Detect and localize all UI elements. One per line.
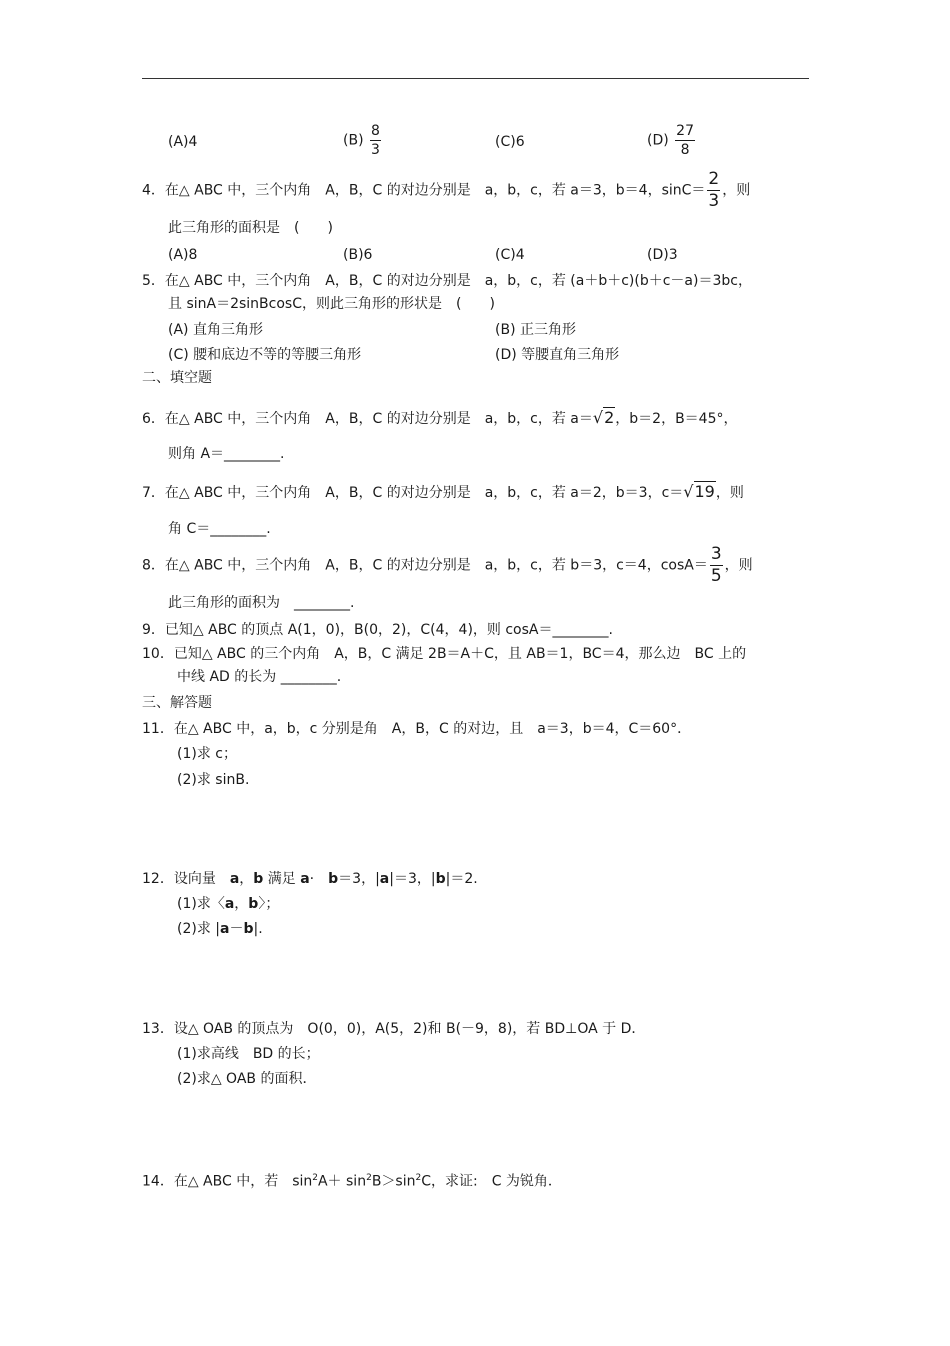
q3-option-c: (C)6 — [495, 134, 525, 150]
q4-fraction: $\frac{2}{3}$ — [708, 169, 720, 211]
q11-part1: (1)求 c； — [177, 746, 237, 762]
q4-option-a: (A)8 — [168, 247, 198, 263]
q13-part2: (2)求△ OAB 的面积． — [177, 1071, 317, 1087]
q6-sqrt: √2 — [592, 408, 615, 427]
q7-line2: 角 C＝________. — [168, 521, 271, 537]
q5-option-c: (C) 腰和底边不等的等腰三角形 — [168, 347, 362, 363]
q4-option-b: (B)6 — [343, 247, 373, 263]
q3-option-b-fraction: $\frac{8}{3}$ — [370, 123, 380, 158]
q3-option-a: (A)4 — [168, 134, 198, 150]
q3-option-d-label: (D) — [647, 132, 669, 149]
q4-line1: 4．在△ ABC 中，三个内角 A，B，C 的对边分别是 a，b，c，若 a＝3，b＝4，sinC＝ $\frac{2}{3}$ ，则 — [142, 169, 751, 211]
q3-option-b-label: (B) — [343, 132, 364, 149]
q10-line1: 10．已知△ ABC 的三个内角 A，B，C 满足 2B＝A＋C，且 AB＝1，BC＝4，那么边 BC 上的 — [142, 646, 747, 662]
q6-line1: 6．在△ ABC 中，三个内角 A，B，C 的对边分别是 a，b，c，若 a＝√2，b＝2，B＝45°， — [142, 408, 738, 427]
q5-option-b: (B) 正三角形 — [495, 322, 576, 338]
q12-part1: (1)求〈a，b〉； — [177, 896, 280, 912]
q12-line1: 12．设向量 a，b 满足 a· b＝3，|a|＝3，|b|＝2. — [142, 871, 478, 887]
q8-line2: 此三角形的面积为 ________. — [168, 595, 355, 611]
q11-part2: (2)求 sinB. — [177, 772, 250, 788]
q13-part1: (1)求高线 BD 的长； — [177, 1046, 320, 1062]
q11-line1: 11．在△ ABC 中，a，b，c 分别是角 A，B，C 的对边，且 a＝3，b＝4，C＝60°． — [142, 721, 692, 737]
q13-line1: 13．设△ OAB 的顶点为 O(0，0)，A(5，2)和 B(－9，8)，若 BD⊥OA 于 D． — [142, 1021, 646, 1037]
section-fill-in-heading: 二、填空题 — [142, 370, 212, 386]
q3-option-b — [343, 124, 383, 157]
q14-line: 14．在△ ABC 中，若 $\sin^2A+ \sin^2B>\sin^2C$，求证: C 为锐角． — [142, 1173, 562, 1190]
q5-line1: 5．在△ ABC 中，三个内角 A，B，C 的对边分别是 a，b，c，若 (a＋b＋c)(b＋c－a)＝3bc， — [142, 273, 752, 289]
q3-option-d-fraction: $\frac{27}{8}$ — [676, 123, 694, 158]
q5-option-a: (A) 直角三角形 — [168, 322, 263, 338]
section-solution-heading: 三、解答题 — [142, 695, 212, 711]
q4-option-d: (D)3 — [647, 247, 678, 263]
q8-line1: 8．在△ ABC 中，三个内角 A，B，C 的对边分别是 a，b，c，若 b＝3，c＝4，cosA＝ $\frac{3}{5}$ ，则 — [142, 544, 753, 586]
q4-option-c: (C)4 — [495, 247, 525, 263]
q5-line2: 且 sinA＝2sinBcosC，则此三角形的形状是 ( ) — [168, 296, 495, 312]
q10-line2: 中线 AD 的长为 ________. — [177, 669, 342, 685]
q9-line: 9．已知△ ABC 的顶点 A(1，0)，B(0，2)，C(4，4)，则 cosA＝________. — [142, 622, 613, 638]
q12-part2: (2)求 |a－b|. — [177, 921, 263, 937]
q7-line1: 7．在△ ABC 中，三个内角 A，B，C 的对边分别是 a，b，c，若 a＝2，b＝3，c＝√19，则 — [142, 482, 744, 501]
header-rule — [142, 78, 809, 79]
q7-sqrt: √19 — [683, 482, 715, 501]
q3-option-d — [647, 124, 697, 157]
q6-line2: 则角 A＝________. — [168, 446, 285, 462]
q8-fraction: $\frac{3}{5}$ — [710, 544, 722, 586]
q5-option-d: (D) 等腰直角三角形 — [495, 347, 620, 363]
q4-line2: 此三角形的面积是 ( ) — [168, 220, 333, 236]
